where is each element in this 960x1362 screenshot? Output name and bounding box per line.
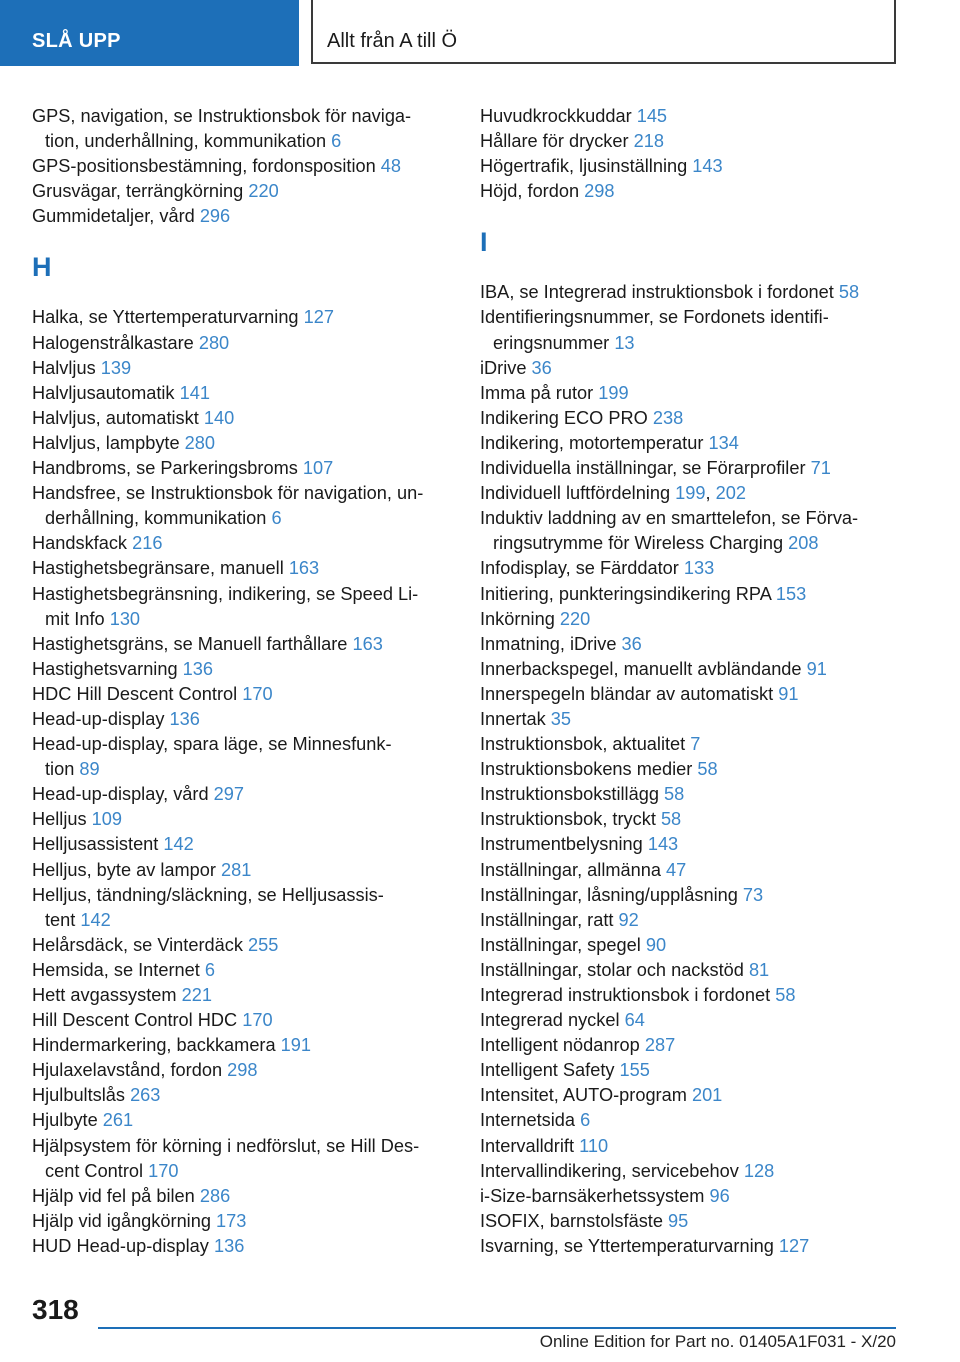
chapter-title: Allt från A till Ö xyxy=(311,0,896,64)
entry-text: Head-up-display, vård xyxy=(32,784,209,805)
index-entry xyxy=(32,682,462,707)
page-ref-link[interactable]: 142 xyxy=(163,834,194,855)
index-entry xyxy=(32,204,462,229)
entry-text: Hastighetsbegränsning, indikering, se Speed Li- xyxy=(32,583,419,604)
index-entry xyxy=(480,757,910,782)
entry-text: Halvljusautomatik xyxy=(32,382,175,403)
page-ref-link[interactable]: 153 xyxy=(775,583,807,604)
index-entry xyxy=(480,908,910,933)
entry-text: Grusvägar, terrängkörning xyxy=(32,181,244,202)
entry-text: Huvudkrockkuddar xyxy=(480,106,632,126)
entry-text: Hjälp vid fel på bilen xyxy=(32,1185,195,1206)
entry-text: Innerbackspegel, manuellt avbländande xyxy=(480,658,802,679)
page-ref-link[interactable]: 202 xyxy=(715,483,746,504)
page-ref-link[interactable]: 263 xyxy=(130,1085,161,1106)
entry-text: Initiering, punkteringsindikering RPA xyxy=(480,583,771,604)
entry-text: Inställningar, låsning/upplåsning xyxy=(480,884,738,905)
entry-text: Halka, se Yttertemperaturvarning xyxy=(32,307,299,328)
index-entry xyxy=(32,331,462,356)
entry-text: Hett avgassystem xyxy=(32,985,177,1005)
page-ref-link[interactable]: 92 xyxy=(618,909,639,930)
entry-text: Instruktionsbokens medier xyxy=(480,759,693,780)
entry-text: tion xyxy=(45,759,75,780)
page-ref-link[interactable]: 155 xyxy=(619,1060,650,1081)
index-entry xyxy=(480,632,910,657)
page-ref-link[interactable]: 141 xyxy=(179,382,210,403)
page-ref-link[interactable]: 109 xyxy=(91,809,123,830)
page-ref-link[interactable]: 143 xyxy=(692,156,723,177)
index-entry xyxy=(480,883,910,908)
index-entry xyxy=(32,154,462,179)
index-entry xyxy=(32,431,462,456)
page-ref-link[interactable]: 90 xyxy=(645,934,667,955)
index-entry xyxy=(32,556,462,581)
index-entry xyxy=(480,858,910,883)
index-entry xyxy=(480,782,910,807)
page-ref-link[interactable]: 6 xyxy=(204,959,215,980)
index-entry xyxy=(32,807,462,832)
page-ref-link[interactable]: 298 xyxy=(584,181,615,202)
index-entry xyxy=(32,582,462,632)
index-entry xyxy=(480,129,910,154)
index-entry xyxy=(480,1134,910,1159)
index-entry xyxy=(480,832,910,857)
entry-text: Hjälpsystem för körning i nedförslut, se Hill Des- xyxy=(32,1135,420,1156)
entry-text: Intelligent Safety xyxy=(480,1060,615,1081)
index-entry xyxy=(480,1108,910,1133)
entry-text: Indikering, motortemperatur xyxy=(480,432,704,453)
page-ref-link[interactable]: 281 xyxy=(221,859,252,880)
page-ref-link[interactable]: 47 xyxy=(666,859,687,880)
page-ref-link[interactable]: 6 xyxy=(580,1110,591,1131)
index-entry xyxy=(480,807,910,832)
index-entry xyxy=(480,154,910,179)
page-ref-link[interactable]: 280 xyxy=(198,332,230,353)
index-entry xyxy=(32,732,462,782)
entry-text: Hastighetsgräns, se Manuell farthållare xyxy=(32,633,348,654)
page-ref-link[interactable]: 89 xyxy=(79,759,100,780)
section-tab[interactable]: SLÅ UPP xyxy=(0,0,299,66)
entry-text: Imma på rutor xyxy=(480,382,594,403)
page-ref-link[interactable]: 139 xyxy=(100,357,132,378)
entry-text: Halvljus, lampbyte xyxy=(32,432,180,453)
entry-text: Identifieringsnummer, se Fordonets identifi- xyxy=(480,307,829,328)
page-ref-link[interactable]: 220 xyxy=(559,608,591,629)
index-entry xyxy=(480,506,910,556)
index-entry xyxy=(480,732,910,757)
entry-text: Innertak xyxy=(480,708,546,729)
entry-text: i-Size-barnsäkerhetssystem xyxy=(480,1185,705,1206)
index-entry xyxy=(32,1234,462,1259)
entry-text: mit Info xyxy=(45,608,105,629)
entry-text: Inmatning, iDrive xyxy=(480,633,617,654)
index-entry xyxy=(480,280,910,305)
page-ref-link[interactable]: 208 xyxy=(788,533,819,554)
index-entry xyxy=(32,958,462,983)
entry-text: Hemsida, se Internet xyxy=(32,959,200,980)
entry-text: Helårsdäck, se Vinterdäck xyxy=(32,934,243,955)
index-entry xyxy=(32,858,462,883)
page-ref-link[interactable]: 81 xyxy=(748,959,770,980)
index-entry xyxy=(32,632,462,657)
page-ref-link[interactable]: 199 xyxy=(675,483,706,504)
entry-text: tent xyxy=(45,909,76,930)
index-entry xyxy=(32,933,462,958)
page-ref-link[interactable]: 36 xyxy=(531,357,552,378)
entry-text: Inställningar, ratt xyxy=(480,909,614,930)
page-ref-link[interactable]: 296 xyxy=(199,206,231,227)
page-ref-link[interactable]: 261 xyxy=(102,1110,134,1131)
page-ref-link[interactable]: 6 xyxy=(331,131,342,152)
index-entry xyxy=(480,1008,910,1033)
index-entry xyxy=(32,305,462,330)
page-ref-link[interactable]: 255 xyxy=(248,934,279,955)
index-entry xyxy=(32,707,462,732)
index-entry xyxy=(480,933,910,958)
page-ref-link[interactable]: 134 xyxy=(708,432,739,453)
page-ref-link[interactable]: 58 xyxy=(775,985,796,1005)
entry-text: Helljus xyxy=(32,809,87,830)
index-entry xyxy=(480,456,910,481)
entry-text: Head-up-display xyxy=(32,708,165,729)
index-entry xyxy=(480,556,910,581)
entry-text: HDC Hill Descent Control xyxy=(32,683,238,704)
entry-text: Individuella inställningar, se Förarprofiler xyxy=(480,458,806,479)
page-ref-link[interactable]: 298 xyxy=(227,1060,258,1081)
index-entry xyxy=(32,657,462,682)
page-ref-link[interactable]: 130 xyxy=(109,608,141,629)
page-ref-link[interactable]: 6 xyxy=(271,508,282,529)
index-entry xyxy=(480,607,910,632)
entry-text: cent Control xyxy=(45,1160,144,1181)
page-ref-link[interactable]: 199 xyxy=(598,382,629,403)
page-ref-link[interactable]: 142 xyxy=(80,909,111,930)
index-entry xyxy=(32,1058,462,1083)
page-ref-link[interactable]: 145 xyxy=(636,106,668,126)
entry-text: GPS-positionsbestämning, fordonsposition xyxy=(32,156,376,177)
index-entry xyxy=(480,1234,910,1259)
entry-text: Hjulbyte xyxy=(32,1110,98,1131)
entry-text: Inställningar, stolar och nackstöd xyxy=(480,959,744,980)
entry-text: tion, underhållning, kommunikation xyxy=(45,131,327,152)
page-ref-link[interactable]: 91 xyxy=(778,683,799,704)
entry-text: Hjälp vid igångkörning xyxy=(32,1210,211,1231)
page-ref-link[interactable]: 191 xyxy=(280,1035,312,1056)
entry-text: Induktiv laddning av en smarttelefon, se Förva- xyxy=(480,508,859,529)
entry-text: Handbroms, se Parkeringsbroms xyxy=(32,458,298,479)
index-entry xyxy=(480,657,910,682)
page-ref-link[interactable]: 163 xyxy=(352,633,383,654)
entry-text: Hindermarkering, backkamera xyxy=(32,1035,276,1056)
page-ref-link[interactable]: 96 xyxy=(709,1185,730,1206)
index-entry xyxy=(32,1134,462,1184)
entry-text: Handsfree, se Instruktionsbok för navigation, un- xyxy=(32,483,424,504)
entry-text: Inkörning xyxy=(480,608,555,629)
page-ref-link[interactable]: 7 xyxy=(690,734,701,755)
entry-text: ringsutrymme för Wireless Charging xyxy=(493,533,784,554)
index-entry xyxy=(32,481,462,531)
page-ref-link[interactable]: 58 xyxy=(660,809,682,830)
index-entry xyxy=(32,179,462,204)
entry-text: Hill Descent Control HDC xyxy=(32,1010,238,1031)
index-entry xyxy=(32,456,462,481)
entry-text: Indikering ECO PRO xyxy=(480,407,648,428)
index-entry xyxy=(480,682,910,707)
page-ref-link[interactable]: 107 xyxy=(302,458,334,479)
entry-text: Instruktionsbok, tryckt xyxy=(480,809,656,830)
page-ref-link[interactable]: 36 xyxy=(621,633,642,654)
page-ref-link[interactable]: 13 xyxy=(614,332,635,353)
index-entry xyxy=(480,1083,910,1108)
page-ref-link[interactable]: 58 xyxy=(697,759,718,780)
index-entry xyxy=(480,381,910,406)
page-ref-link[interactable]: 136 xyxy=(213,1235,245,1256)
entry-text: Intelligent nödanrop xyxy=(480,1035,640,1056)
page-ref-link[interactable]: 64 xyxy=(624,1010,645,1031)
page-ref-link[interactable]: 170 xyxy=(242,1010,273,1031)
entry-text: Innerspegeln bländar av automatiskt xyxy=(480,683,774,704)
page-ref-link[interactable]: 216 xyxy=(132,533,163,554)
page-ref-link[interactable]: 73 xyxy=(742,884,764,905)
entry-text: Instruktionsbok, aktualitet xyxy=(480,734,686,755)
page-ref-link[interactable]: 58 xyxy=(664,784,685,805)
page-ref-link[interactable]: 133 xyxy=(683,558,715,579)
entry-text: Hjulbultslås xyxy=(32,1085,125,1106)
entry-text: HUD Head-up-display xyxy=(32,1235,209,1256)
index-entry xyxy=(480,582,910,607)
page-ref-link[interactable]: 128 xyxy=(743,1160,775,1181)
index-entry xyxy=(480,305,910,355)
index-entry xyxy=(32,983,462,1008)
entry-text: Instruktionsbokstillägg xyxy=(480,784,659,805)
entry-text: Handskfack xyxy=(32,533,128,554)
page-ref-link[interactable]: 110 xyxy=(579,1135,609,1156)
page-ref-link[interactable]: 163 xyxy=(288,558,320,579)
page-ref-link[interactable]: 297 xyxy=(213,784,244,805)
edition-text: Online Edition for Part no. 01405A1F031 - X/20 xyxy=(539,1332,896,1351)
index-entry xyxy=(32,104,462,154)
entry-text: Högertrafik, ljusinställning xyxy=(480,156,688,177)
index-entry xyxy=(32,406,462,431)
entry-text: Halogenstrålkastare xyxy=(32,332,194,353)
entry-text: Gummidetaljer, vård xyxy=(32,206,195,227)
entry-text: eringsnummer xyxy=(493,332,610,353)
entry-text: derhållning, kommunikation xyxy=(45,508,267,529)
page-ref-link[interactable]: 48 xyxy=(380,156,402,177)
entry-text: Intervalldrift xyxy=(480,1135,575,1156)
entry-text: Internetsida xyxy=(480,1110,576,1131)
index-column-left xyxy=(32,104,462,1259)
entry-text: ISOFIX, barnstolsfäste xyxy=(480,1210,663,1231)
page-ref-link[interactable]: 238 xyxy=(652,407,684,428)
index-entry xyxy=(32,1083,462,1108)
entry-text: Halvljus xyxy=(32,357,96,378)
entry-text: Hastighetsvarning xyxy=(32,658,178,679)
page-ref-link[interactable]: 286 xyxy=(199,1185,231,1206)
entry-text: Instrumentbelysning xyxy=(480,834,643,855)
page-ref-link[interactable]: 127 xyxy=(778,1235,810,1256)
page-ref-link[interactable]: 71 xyxy=(810,458,831,479)
page-ref-link[interactable]: 91 xyxy=(806,658,827,679)
page-ref-link[interactable]: 280 xyxy=(184,432,215,453)
entry-text: Head-up-display, spara läge, se Minnesfunk- xyxy=(32,734,392,755)
index-entry xyxy=(480,1033,910,1058)
page-ref-link[interactable]: 218 xyxy=(633,131,664,152)
entry-text: iDrive xyxy=(480,357,527,378)
entry-text: Intensitet, AUTO-program xyxy=(480,1085,687,1106)
index-entry xyxy=(32,381,462,406)
page-ref-link[interactable]: 136 xyxy=(169,708,200,729)
page-ref-link[interactable]: 220 xyxy=(248,181,279,202)
page-ref-link[interactable]: 95 xyxy=(668,1210,689,1231)
entry-text: IBA, se Integrerad instruktionsbok i fordonet xyxy=(480,282,834,303)
page-ref-link[interactable]: 201 xyxy=(691,1085,723,1106)
index-entry xyxy=(32,531,462,556)
index-letter-heading: I xyxy=(480,227,488,258)
index-entry xyxy=(480,356,910,381)
index-entry xyxy=(480,1209,910,1234)
entry-text: Helljus, tändning/släckning, se Helljusassis- xyxy=(32,884,384,905)
entry-text: Inställningar, spegel xyxy=(480,934,641,955)
index-entry xyxy=(480,958,910,983)
entry-text: Intervallindikering, servicebehov xyxy=(480,1160,739,1181)
index-entry xyxy=(480,406,910,431)
entry-text: Hastighetsbegränsare, manuell xyxy=(32,558,284,579)
index-entry xyxy=(480,707,910,732)
entry-text: Hjulaxelavstånd, fordon xyxy=(32,1060,223,1081)
page-ref-link[interactable]: 127 xyxy=(303,307,334,328)
page-ref-link[interactable]: 143 xyxy=(647,834,679,855)
index-entry xyxy=(480,104,910,129)
index-entry xyxy=(32,356,462,381)
entry-text: Individuell luftfördelning xyxy=(480,483,671,504)
page-ref-link[interactable]: 170 xyxy=(148,1160,179,1181)
index-entry xyxy=(480,1159,910,1184)
page-ref-link[interactable]: 136 xyxy=(182,658,214,679)
index-entry xyxy=(32,832,462,857)
page-ref-link[interactable]: 170 xyxy=(242,683,273,704)
entry-text: Integrerad instruktionsbok i fordonet xyxy=(480,985,771,1005)
index-letter-heading: H xyxy=(32,252,52,283)
index-entry xyxy=(32,1108,462,1133)
page-ref-link[interactable]: 221 xyxy=(181,985,212,1005)
entry-text: Hållare för drycker xyxy=(480,131,629,152)
entry-text: Höjd, fordon xyxy=(480,181,580,202)
footer-divider xyxy=(98,1327,896,1329)
index-entry xyxy=(32,782,462,807)
entry-text: Inställningar, allmänna xyxy=(480,859,661,880)
page-ref-link[interactable]: 173 xyxy=(216,1210,247,1231)
index-entry xyxy=(32,1033,462,1058)
index-entry xyxy=(480,983,910,1008)
entry-text: Integrerad nyckel xyxy=(480,1010,620,1031)
page-ref-link[interactable]: 58 xyxy=(838,282,860,303)
entry-text: GPS, navigation, se Instruktionsbok för naviga- xyxy=(32,106,412,126)
index-entry xyxy=(32,1008,462,1033)
index-entry xyxy=(480,431,910,456)
page-number: 318 xyxy=(32,1294,79,1325)
index-entry: Individuell luftfördelning 199, 202 xyxy=(480,483,746,504)
entry-text: Helljus, byte av lampor xyxy=(32,859,216,880)
entry-text: Helljusassistent xyxy=(32,834,159,855)
entry-text: Isvarning, se Yttertemperaturvarning xyxy=(480,1235,774,1256)
page-ref-link[interactable]: 140 xyxy=(203,407,235,428)
index-column-right xyxy=(480,104,910,1259)
entry-text: Halvljus, automatiskt xyxy=(32,407,199,428)
index-entry xyxy=(480,1058,910,1083)
index-entry xyxy=(32,1209,462,1234)
page-header xyxy=(0,0,960,66)
index-entry xyxy=(480,179,910,204)
page-ref-link[interactable]: 35 xyxy=(550,708,572,729)
index-entry xyxy=(32,883,462,933)
index-entry xyxy=(32,1184,462,1209)
entry-text: Infodisplay, se Färddator xyxy=(480,558,679,579)
index-entry xyxy=(480,1184,910,1209)
page-ref-link[interactable]: 287 xyxy=(644,1035,676,1056)
